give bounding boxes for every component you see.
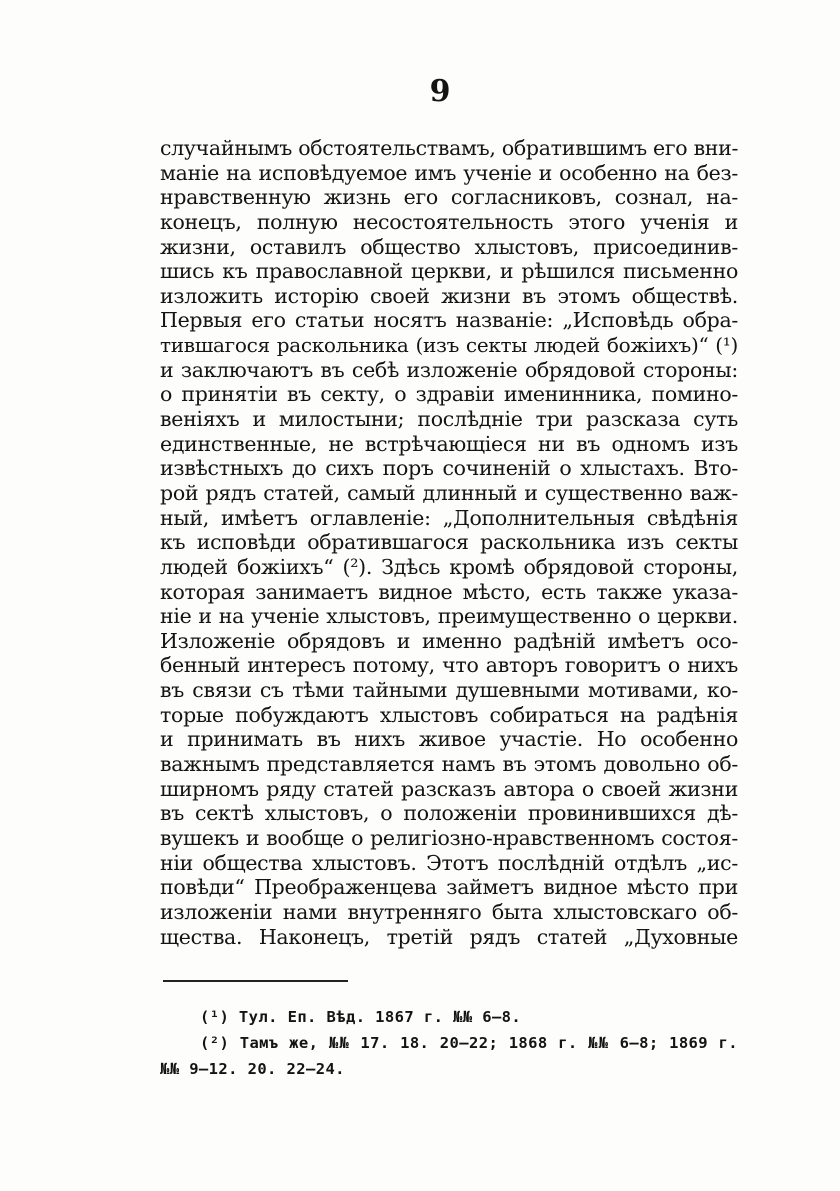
text-line: важнымъ представляется намъ въ этомъ довольно об- <box>160 752 738 777</box>
text-line: ный, имѣетъ оглавленіе: „Дополнительныя свѣдѣнія <box>160 505 738 530</box>
text-line: маніе на исповѣдуемое имъ ученіе и особенно на без- <box>160 160 738 185</box>
text-line: единственные, не встрѣчающіеся ни въ одномъ изъ <box>160 431 738 456</box>
text-line: ширномъ ряду статей разсказъ автора о своей жизни <box>160 776 738 801</box>
text-line: которая занимаетъ видное мѣсто, есть также указа- <box>160 579 738 604</box>
text-line: рой рядъ статей, самый длинный и существенно важ- <box>160 480 738 505</box>
text-line: бенный интересъ потому, что авторъ говоритъ о нихъ <box>160 653 738 678</box>
text-line: Первыя его статьи носятъ названіе: „Исповѣдь обра- <box>160 308 738 333</box>
footnote-separator <box>163 980 348 982</box>
text-line: шись къ православной церкви, и рѣшился письменно <box>160 259 738 284</box>
text-line: вушекъ и вообще о религіозно-нравственномъ состоя- <box>160 825 738 850</box>
text-line: въ связи съ тѣми тайными душевными мотивами, ко- <box>160 678 738 703</box>
text-line: жизни, оставилъ общество хлыстовъ, присоединив- <box>160 234 738 259</box>
text-line: торые побуждаютъ хлыстовъ собираться на радѣнія <box>160 702 738 727</box>
body-text <box>160 136 738 949</box>
text-line: конецъ, полную несостоятельность этого ученія и <box>160 209 738 234</box>
text-line: ніе и на ученіе хлыстовъ, преимущественно о церкви. <box>160 604 738 629</box>
text-line: и заключаютъ въ себѣ изложеніе обрядовой стороны: <box>160 357 738 382</box>
text-line: къ исповѣди обратившагося раскольника изъ секты <box>160 530 738 555</box>
text-line: веніяхъ и милостыни; послѣдніе три разсказа суть <box>160 407 738 432</box>
footnote-2-line-2: №№ 9—12. 20. 22—24. <box>160 1060 345 1078</box>
text-line: о принятіи въ секту, о здравіи именинника, помино- <box>160 382 738 407</box>
text-line: изложить исторію своей жизни въ этомъ обществѣ. <box>160 283 738 308</box>
text-line: нравственную жизнь его согласниковъ, сознал, на- <box>160 185 738 210</box>
page-number: 9 <box>429 74 451 109</box>
footnote-1: (¹) Тул. Еп. Вѣд. 1867 г. №№ 6—8. <box>200 1008 522 1026</box>
text-line: изложеніи нами внутренняго быта хлыстовскаго об- <box>160 899 738 924</box>
text-line: случайнымъ обстоятельствамъ, обратившимъ его вни- <box>160 136 739 160</box>
text-line: и принимать въ нихъ живое участіе. Но особенно <box>160 727 738 752</box>
text-line: тившагося раскольника (изъ секты людей божіихъ)“ (¹) <box>160 333 738 358</box>
text-line: въ сектѣ хлыстовъ, о положеніи провинившихся дѣ- <box>160 801 738 826</box>
footnote-2-line-1: (²) Тамъ же, №№ 17. 18. 20—22; 1868 г. №№ 6—8; 1869 г. <box>200 1034 738 1052</box>
text-line: ніи общества хлыстовъ. Этотъ послѣдній отдѣлъ „ис- <box>160 850 738 875</box>
text-line: Изложеніе обрядовъ и именно радѣній имѣетъ осо- <box>160 628 738 653</box>
footnotes <box>160 1004 738 1082</box>
text-line: щества. Наконецъ, третій рядъ статей „Духовные <box>160 924 738 949</box>
text-line: людей божіихъ“ (²). Здѣсь кромѣ обрядовой стороны, <box>160 554 738 579</box>
text-line: повѣди“ Преображенцева займетъ видное мѣсто при <box>160 875 738 900</box>
text-line: извѣстныхъ до сихъ поръ сочиненій о хлыстахъ. Вто- <box>160 456 738 481</box>
